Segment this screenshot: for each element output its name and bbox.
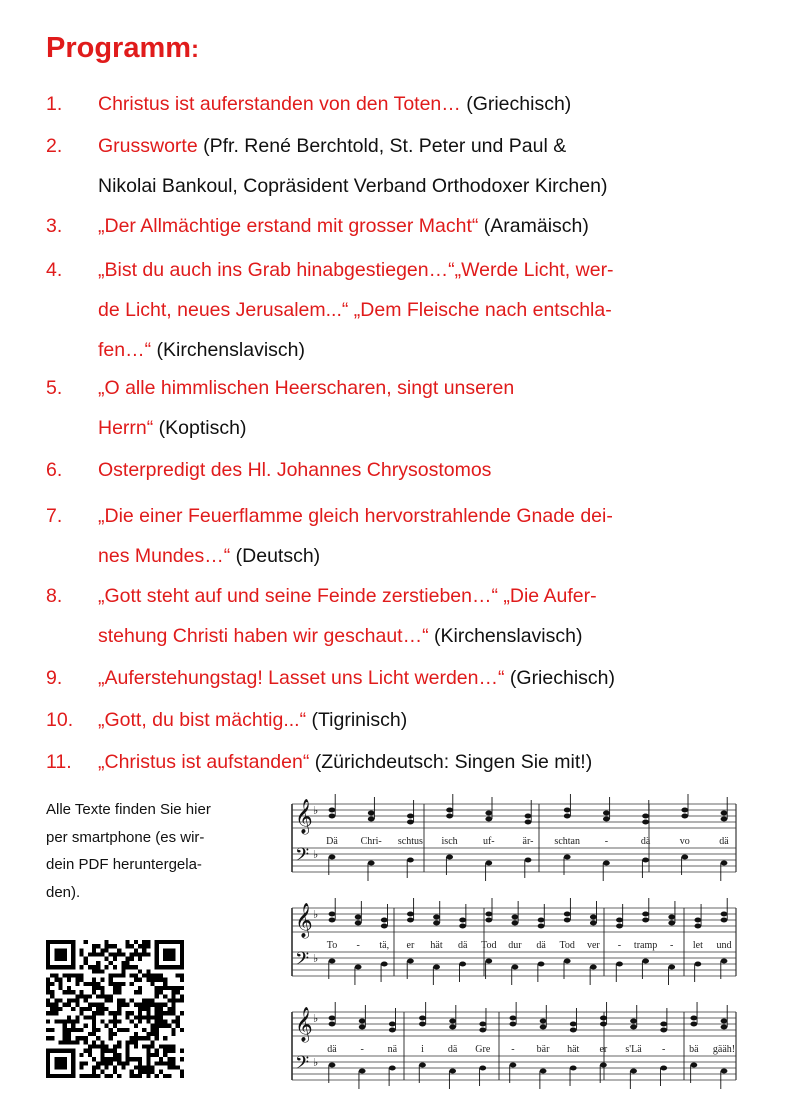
note-head [359,1019,366,1024]
item-number: 3. [46,215,63,237]
lyric-syllable: - [617,940,622,951]
item-text [98,742,738,782]
note-head [564,808,571,813]
program-item [46,84,746,124]
note-head [433,921,440,926]
note-head [446,855,453,860]
lyric-syllable: tä, [379,940,390,951]
note-head [512,965,519,970]
item-line [98,166,738,206]
note-head [525,814,532,819]
note-head [485,912,492,917]
lyric-syllable: tramp [633,940,658,951]
note-head [407,918,414,923]
note-head [525,858,532,863]
item-line [98,206,738,246]
note-head [642,814,649,819]
item-line [98,536,738,576]
item-number: 4. [46,259,63,281]
note-head [630,1025,637,1030]
note-head [668,965,675,970]
note-head [368,861,375,866]
note-head [355,921,362,926]
flat-icon: ♭ [313,804,319,817]
bass-clef-icon: 𝄢 [295,949,310,974]
item-detail: (Kirchenslavisch) [428,625,583,647]
note-head [485,918,492,923]
note-head [329,918,336,923]
flat-icon: ♭ [313,908,319,921]
lyric-syllable: uf- [482,836,495,847]
note-line: dein PDF heruntergela- [46,856,202,873]
note-head [389,1066,396,1071]
note-head [446,814,453,819]
lyric-syllable: dä [719,836,729,847]
note-head [694,918,701,923]
note-head [538,918,545,923]
lyric-syllable: bä [689,1044,699,1055]
item-title: Osterpredigt des Hl. Johannes Chrysostomos [98,459,492,481]
note-head [359,1025,366,1030]
program-item [46,742,746,782]
note-head [449,1069,456,1074]
note-head [381,918,388,923]
item-number: 6. [46,459,63,481]
item-title: „Gott steht auf und seine Feinde zerstieben…“ „Die Aufer- [98,585,597,607]
note-head [485,959,492,964]
note-head [389,1022,396,1027]
note-head [616,962,623,967]
lyric-syllable: isch [441,836,458,847]
item-number: 11. [46,751,72,773]
note-head [603,861,610,866]
program-item [46,496,746,576]
lyric-syllable: - [662,1044,666,1055]
note-head [600,1063,607,1068]
qr-finder [46,940,75,969]
note-head [721,1025,728,1030]
item-title: Herrn“ [98,417,154,439]
note-head [538,924,545,929]
note-head [721,861,728,866]
item-line [98,250,738,290]
note-head [329,1016,336,1021]
note-head [681,808,688,813]
lyric-syllable: dä [327,1044,337,1055]
lyric-syllable: dä [447,1044,458,1055]
lyric-syllable: vo [679,836,690,847]
item-line [98,616,738,656]
note-head [459,924,466,929]
note-line: den). [46,883,81,901]
note-head [512,915,519,920]
note-head [329,959,336,964]
note-head [485,817,492,822]
note-head [600,1016,607,1021]
item-detail: (Griechisch) [504,667,616,689]
lyric-syllable: gääh! [712,1044,736,1055]
note-head [538,962,545,967]
note-head [564,814,571,819]
note-head [525,820,532,825]
lyric-syllable: bär [536,1044,550,1055]
note-head [540,1025,547,1030]
item-text [98,450,738,490]
item-number: 8. [46,585,63,607]
item-title: „Bist du auch ins Grab hinabgestiegen…“„Werde Licht, wer- [98,259,614,281]
note-head [407,959,414,964]
note-head [642,912,649,917]
item-number: 10. [46,709,74,731]
item-detail: (Tigrinisch) [306,709,408,731]
note-head [721,1019,728,1024]
note-head [630,1019,637,1024]
lyric-syllable: hät [430,940,443,951]
lyric-syllable: schtan [554,836,580,847]
note-head [329,855,336,860]
note-head [590,921,597,926]
item-text [98,126,738,206]
flat-icon: ♭ [313,952,319,965]
note-head [660,1028,667,1033]
lyric-syllable: dä [536,940,546,951]
program-item [46,250,746,370]
note-head [381,924,388,929]
note-head [407,814,414,819]
program-item [46,206,746,246]
lyric-syllable: s'Lä [625,1044,642,1055]
qr-finder [155,940,184,969]
note-head [616,918,623,923]
note-head [721,959,728,964]
page-title: Programm: [46,32,200,64]
item-text [98,496,738,576]
note-head [433,965,440,970]
note-head [642,820,649,825]
item-line [98,290,738,330]
note-head [564,912,571,917]
item-title: Grussworte [98,135,198,157]
lyric-syllable: dä [457,940,468,951]
item-number: 7. [46,505,63,527]
lyric-syllable: dur [508,940,522,951]
lyric-syllable: - [670,940,674,951]
item-title: Christus ist auferstanden von den Toten… [98,93,461,115]
note-head [540,1019,547,1024]
note-head [690,1022,697,1027]
item-title: „Gott, du bist mächtig...“ [98,709,307,731]
note-head [355,915,362,920]
note-head [690,1016,697,1021]
lyric-syllable: Chri- [360,836,382,847]
note-head [419,1016,426,1021]
note-head [459,918,466,923]
flat-icon: ♭ [313,1012,319,1025]
item-title: „Christus ist aufstanden“ [98,751,310,773]
note-head [694,962,701,967]
item-title: „O alle himmlischen Heerscharen, singt unseren [98,377,515,399]
note-head [570,1066,577,1071]
item-number: 9. [46,667,63,689]
note-head [660,1022,667,1027]
note-head [449,1025,456,1030]
note-head [479,1022,486,1027]
flat-icon: ♭ [313,848,319,861]
note-head [449,1019,456,1024]
item-detail: (Zürichdeutsch: Singen Sie mit!) [309,751,593,773]
note-text [46,796,271,906]
item-title: „Auferstehungstag! Lasset uns Licht werden…“ [98,667,505,689]
lyric-syllable: nä [387,1044,398,1055]
note-head [690,1063,697,1068]
lyric-syllable: - [511,1044,515,1055]
note-line: Alle Texte finden Sie hier [46,801,211,818]
note-head [668,921,675,926]
item-number: 1. [46,93,63,115]
note-head [564,855,571,860]
program-item [46,576,746,656]
note-head [603,817,610,822]
item-line [98,658,738,698]
item-text [98,700,738,740]
note-head [630,1069,637,1074]
item-text [98,84,738,124]
note-head [721,918,728,923]
note-head [681,814,688,819]
item-title: fen…“ [98,339,152,361]
treble-clef-icon: 𝄞 [295,799,313,834]
note-head [510,1022,517,1027]
treble-clef-icon: 𝄞 [295,1007,313,1042]
lyric-syllable: und [716,940,732,951]
note-head [642,858,649,863]
program-item [46,450,746,490]
note-head [433,915,440,920]
note-head [446,808,453,813]
item-detail: (Griechisch) [460,93,572,115]
note-head [389,1028,396,1033]
item-number: 5. [46,377,63,399]
item-title: „Der Allmächtige erstand mit grosser Macht“ [98,215,479,237]
note-head [590,965,597,970]
note-head [660,1066,667,1071]
lyric-syllable: ver [586,940,600,951]
note-head [510,1016,517,1021]
program-item [46,368,746,448]
note-head [590,915,597,920]
lyric-syllable: - [356,940,360,951]
note-head [359,1069,366,1074]
treble-clef-icon: 𝄞 [295,903,313,938]
item-line [98,408,738,448]
note-head [510,1063,517,1068]
item-line [98,84,738,124]
note-head [564,959,571,964]
sheet-music [284,790,744,1090]
program-item [46,700,746,740]
note-line: per smartphone (es wir- [46,828,205,846]
lyric-syllable: dä [640,836,651,847]
item-detail: (Deutsch) [230,545,321,567]
note-head [459,962,466,967]
note-head [407,858,414,863]
item-text [98,250,738,370]
note-head [407,820,414,825]
lyric-syllable: - [360,1044,364,1055]
note-head [381,962,388,967]
item-title: „Die einer Feuerflamme gleich hervorstrahlende Gnade dei- [98,505,613,527]
item-line [98,450,738,490]
lyric-syllable: Dä [326,836,338,847]
lyric-syllable: hät [567,1044,580,1055]
item-line [98,742,738,782]
item-title: de Licht, neues Jerusalem...“ „Dem Fleische nach entschla- [98,299,612,321]
note-head [616,924,623,929]
note-head [368,817,375,822]
note-head [721,817,728,822]
lyric-syllable: er [406,940,415,951]
item-number: 2. [46,135,63,157]
item-line [98,576,738,616]
lyric-syllable: är- [522,836,534,847]
bass-clef-icon: 𝄢 [295,845,310,870]
note-head [419,1022,426,1027]
item-line [98,496,738,536]
item-line [98,368,738,408]
note-head [642,918,649,923]
lyric-syllable: Tod [559,940,575,951]
note-head [540,1069,547,1074]
item-detail: (Pfr. René Berchtold, St. Peter und Paul & [197,135,567,157]
note-head [603,811,610,816]
item-detail: (Kirchenslavisch) [151,339,305,361]
note-head [721,811,728,816]
program-item [46,126,746,206]
note-head [329,808,336,813]
qr-finder [46,1049,75,1078]
item-text [98,368,738,448]
item-text [98,206,738,246]
program-item [46,658,746,698]
lyric-syllable: To [326,940,338,951]
note-head [368,811,375,816]
note-head [694,924,701,929]
note-head [419,1063,426,1068]
note-head [329,1063,336,1068]
lyric-syllable: i [421,1044,424,1055]
note-head [668,915,675,920]
note-head [681,855,688,860]
note-head [329,1022,336,1027]
item-title: stehung Christi haben wir geschaut…“ [98,625,429,647]
item-text [98,658,738,698]
note-head [512,921,519,926]
item-line [98,126,738,166]
note-head [600,1022,607,1027]
note-head [329,912,336,917]
note-head [642,959,649,964]
item-detail: Nikolai Bankoul, Copräsident Verband Orthodoxer Kirchen) [98,175,608,197]
item-line [98,330,738,370]
lyric-syllable: Gre [475,1044,491,1055]
note-head [570,1028,577,1033]
lyric-syllable: - [604,836,609,847]
note-head [721,1069,728,1074]
note-head [570,1022,577,1027]
lyric-syllable: er [599,1044,608,1055]
item-detail: (Aramäisch) [478,215,589,237]
item-text [98,576,738,656]
note-head [329,814,336,819]
note-head [485,811,492,816]
note-head [407,912,414,917]
lyric-syllable: Tod [481,940,497,951]
flat-icon: ♭ [313,1056,319,1069]
note-head [479,1066,486,1071]
note-head [479,1028,486,1033]
lyric-syllable: schtus [397,836,423,847]
item-title: nes Mundes…“ [98,545,231,567]
note-head [721,912,728,917]
bass-clef-icon: 𝄢 [295,1053,310,1078]
note-head [485,861,492,866]
lyric-syllable: let [692,940,703,951]
note-head [564,918,571,923]
note-head [355,965,362,970]
item-line [98,700,738,740]
qr-code[interactable] [46,940,184,1078]
item-detail: (Koptisch) [153,417,247,439]
